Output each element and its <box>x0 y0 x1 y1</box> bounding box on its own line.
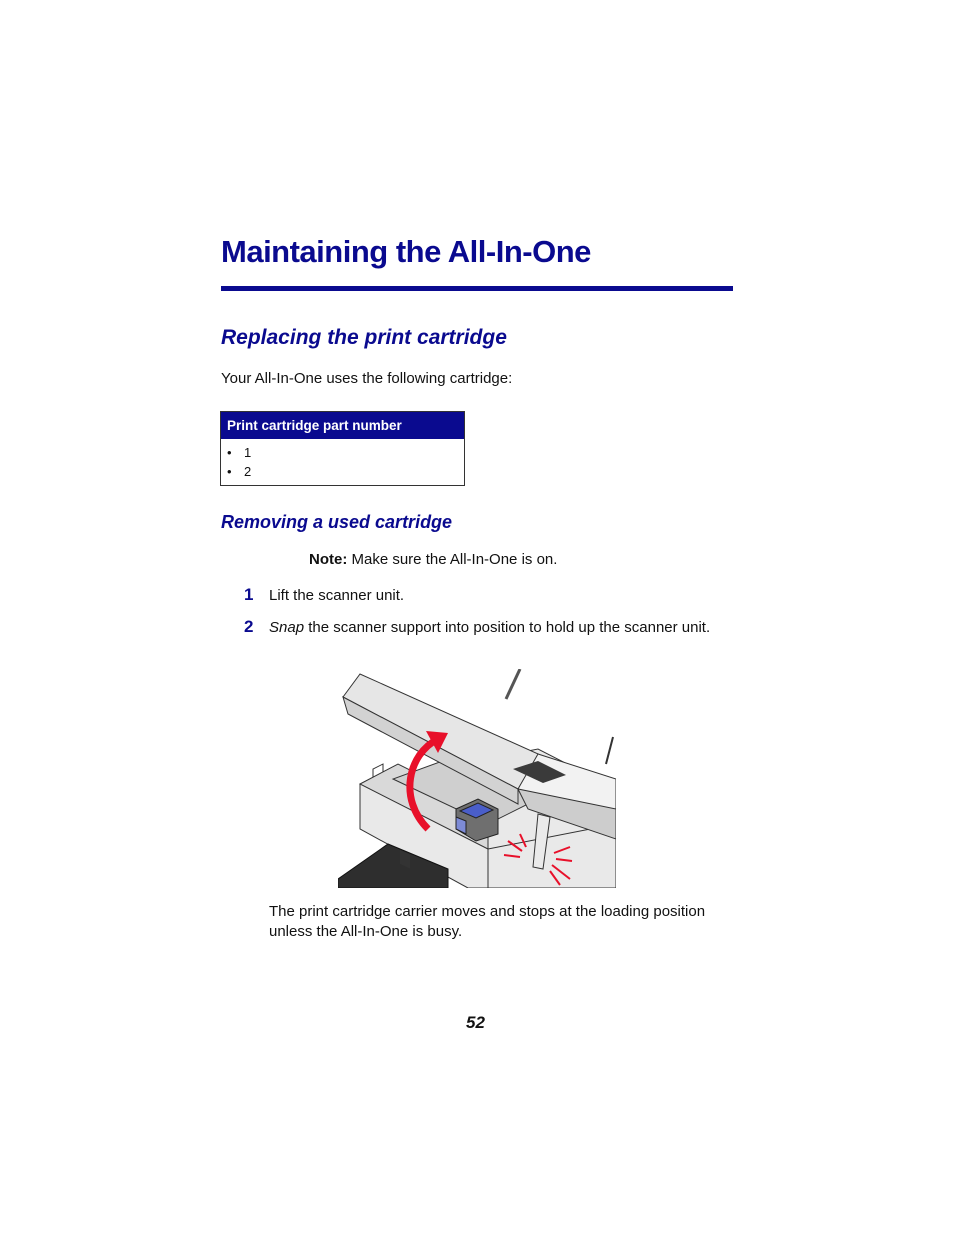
cartridge-number: 2 <box>244 464 252 479</box>
result-text: The print cartridge carrier moves and stops at the loading position unless the All-In-One is busy. <box>269 903 706 940</box>
note-label: Note: <box>309 551 348 568</box>
note-text: Make sure the All-In-One is on. <box>347 551 558 568</box>
list-item <box>227 443 464 462</box>
bullet-icon: • <box>227 445 232 460</box>
printer-illustration <box>338 669 616 888</box>
step-emphasis: Snap <box>269 619 305 636</box>
note <box>309 551 557 568</box>
step-number: 1 <box>244 585 254 604</box>
cartridge-table-header: Print cartridge part number <box>221 412 464 439</box>
subsection-title: Removing a used cartridge <box>221 512 453 532</box>
section-title: Replacing the print cartridge <box>221 326 507 349</box>
page-number: 52 <box>466 1013 485 1032</box>
cartridge-table-body <box>221 439 464 485</box>
page-title: Maintaining the All-In-One <box>221 234 591 269</box>
step-text: Lift the scanner unit. <box>269 587 405 604</box>
title-rule <box>221 286 733 291</box>
step-text-rest: the scanner support into position to hold up the scanner unit. <box>304 619 711 636</box>
list-item <box>227 462 464 481</box>
step-number: 2 <box>244 617 254 636</box>
bullet-icon: • <box>227 464 232 479</box>
step-text <box>269 619 710 636</box>
cartridge-table <box>220 411 465 486</box>
cartridge-number: 1 <box>244 445 252 460</box>
intro-text: Your All-In-One uses the following cartridge: <box>221 370 513 387</box>
